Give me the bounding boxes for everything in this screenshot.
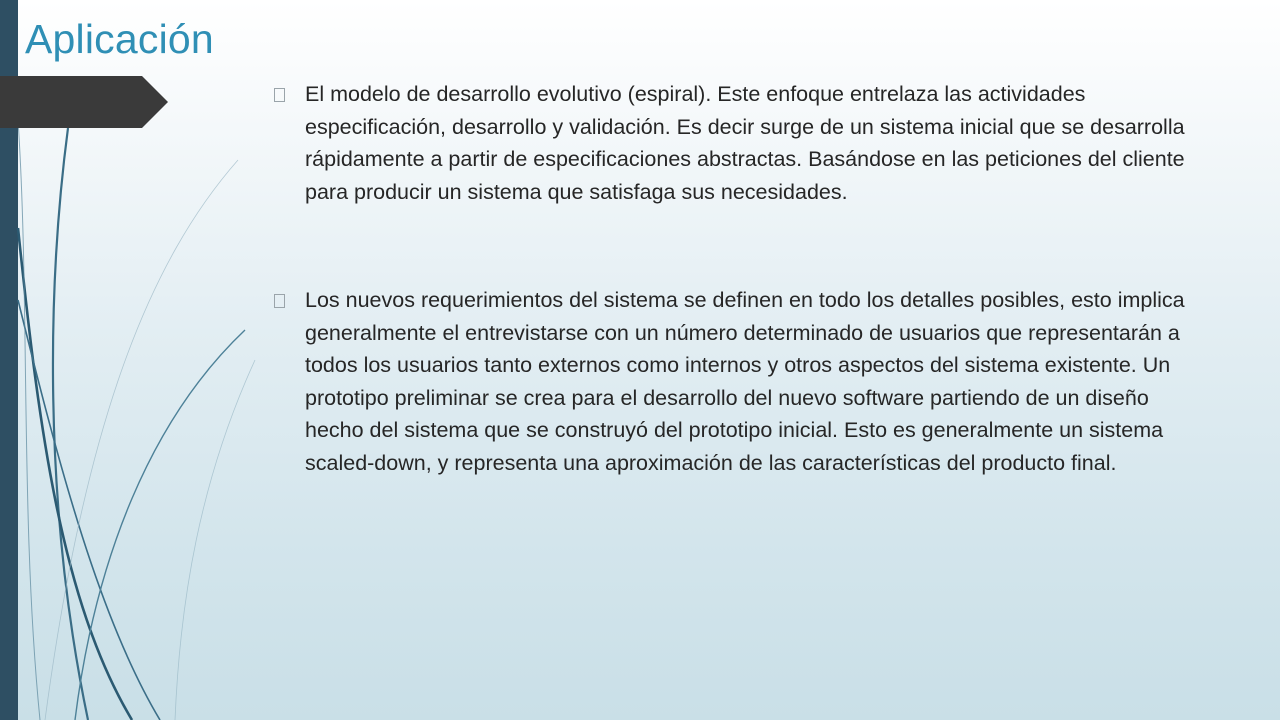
bullet-item	[270, 78, 1190, 208]
title-tab-shape	[0, 76, 168, 128]
square-bullet-icon	[274, 294, 285, 308]
bullet-text: El modelo de desarrollo evolutivo (espiral). Este enfoque entrelaza las actividades especificación, desarrollo y validación. Es decir surge de un sistema inicial que se desarrolla rápidamente a partir de especificaciones abstractas. Basándose en las peticiones del cliente para producir un sistema que satisfaga sus necesidades.	[305, 82, 1185, 204]
slide-title: Aplicación	[25, 16, 214, 62]
slide-content	[270, 78, 1190, 479]
bullet-text: Los nuevos requerimientos del sistema se definen en todo los detalles posibles, esto implica generalmente el entrevistarse con un número determinado de usuarios que representarán a todos los usuarios tanto externos como internos y otros aspectos del sistema existente. Un prototipo preliminar se crea para el desarrollo del nuevo software partiendo de un diseño hecho del sistema que se construyó del prototipo inicial. Esto es generalmente un sistema scaled-down, y representa una aproximación de las características del producto final.	[305, 288, 1185, 475]
bullet-item	[270, 284, 1190, 479]
square-bullet-icon	[274, 88, 285, 102]
